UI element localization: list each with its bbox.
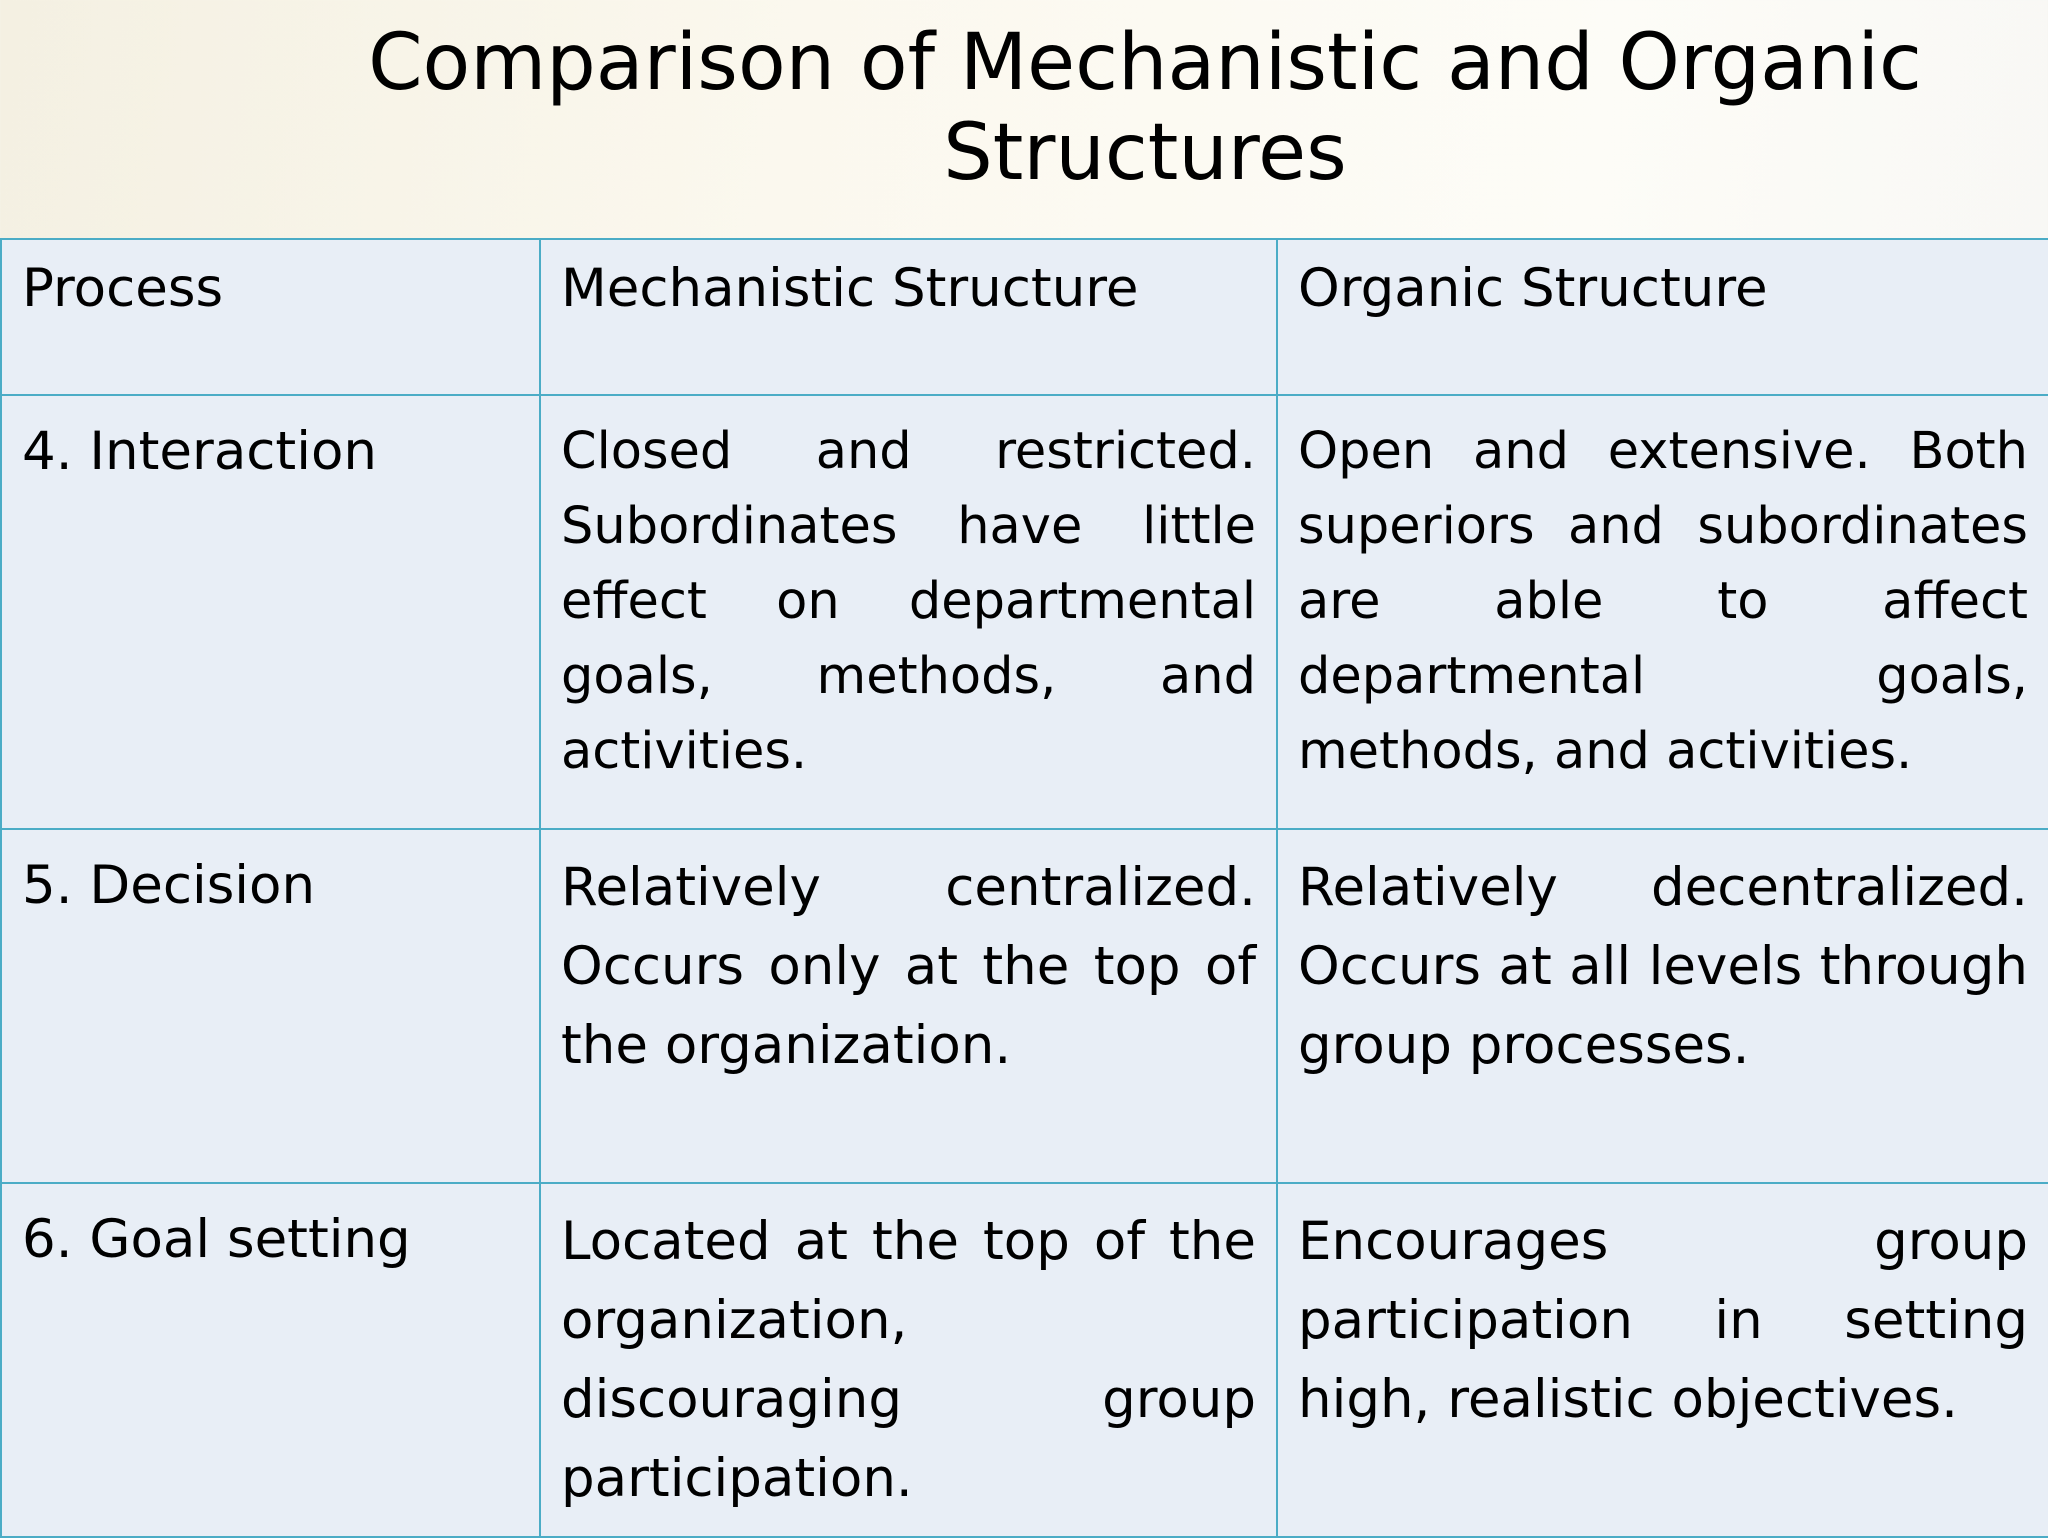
row-mechanistic-cell: Closed and restricted. Subordinates have little effect on departmental goals, methods, and activities.	[540, 395, 1277, 829]
table-row	[1, 395, 2048, 829]
header-mechanistic: Mechanistic Structure	[540, 239, 1277, 395]
table-header-row	[1, 239, 2048, 395]
row-process-label: 5. Decision	[1, 829, 540, 1183]
comparison-table	[0, 238, 2048, 1538]
slide-title: Comparison of Mechanistic and Organic Structures	[368, 18, 1922, 198]
row-process-label: 4. Interaction	[1, 395, 540, 829]
row-process-label: 6. Goal setting	[1, 1183, 540, 1537]
row-organic-cell: Relatively decentralized. Occurs at all levels through group processes.	[1277, 829, 2048, 1183]
header-process: Process	[1, 239, 540, 395]
table-row	[1, 829, 2048, 1183]
table-row	[1, 1183, 2048, 1537]
header-organic: Organic Structure	[1277, 239, 2048, 395]
row-organic-cell: Open and extensive. Both superiors and subordinates are able to affect departmental goals, methods, and activities.	[1277, 395, 2048, 829]
row-mechanistic-cell: Relatively centralized. Occurs only at the top of the organization.	[540, 829, 1277, 1183]
comparison-table-container	[0, 238, 2048, 1536]
row-mechanistic-cell: Located at the top of the organization, discouraging group participation.	[540, 1183, 1277, 1537]
row-organic-cell: Encourages group participation in setting high, realistic objectives.	[1277, 1183, 2048, 1537]
